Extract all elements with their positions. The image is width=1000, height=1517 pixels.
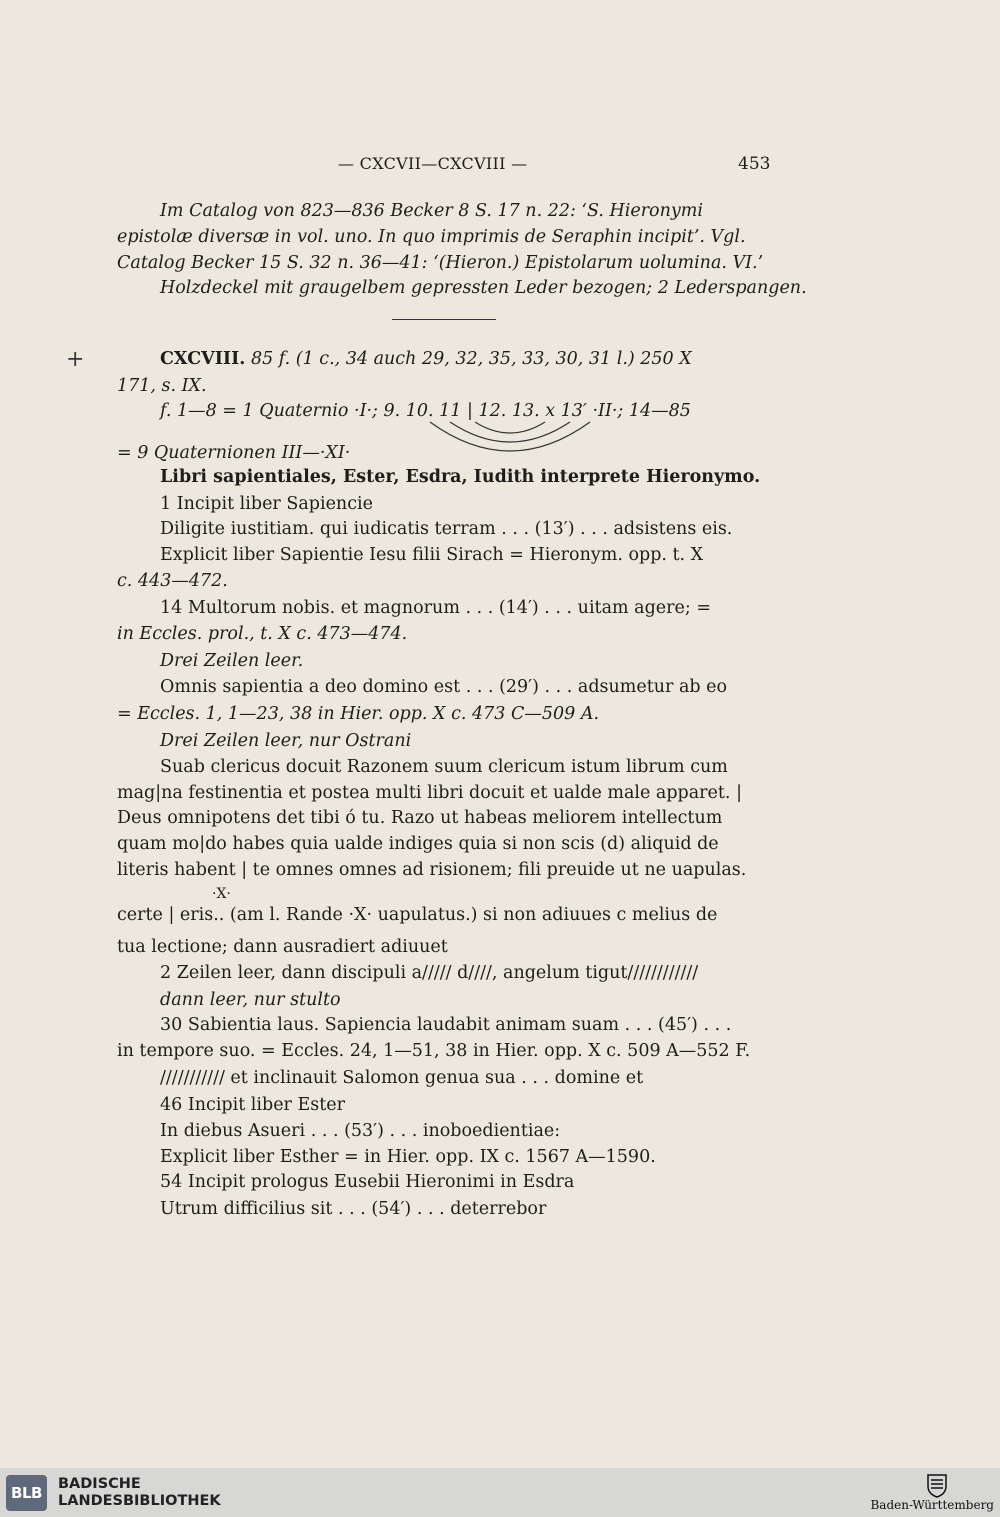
content-title: Libri sapientiales, Ester, Esdra, Iudith interprete Hieronymo. (160, 467, 761, 487)
entry-number: CXCVIII. (160, 349, 246, 369)
intro-line-2: epistolæ diversæ in vol. uno. In quo imprimis de Seraphin incipit’. Vgl. (117, 227, 746, 247)
text-line: = Eccles. 1, 1—23, 38 in Hier. opp. X c. 473 C—509 A. (117, 704, 600, 724)
text-line: tua lectione; dann ausradiert adiuuet (117, 937, 448, 957)
intro-line-1: Im Catalog von 823—836 Becker 8 S. 17 n. 22: ‘S. Hieronymi (160, 201, 703, 221)
collation-bracket-arcs (420, 418, 600, 463)
text-line: mag|na festinentia et postea multi libri docuit et ualde male apparet. | (117, 783, 742, 803)
text-line: 46 Incipit liber Ester (160, 1095, 345, 1115)
section-divider (392, 319, 496, 320)
text-line: Omnis sapientia a deo domino est . . . (29′) . . . adsumetur ab eo (160, 677, 728, 697)
page-number: 453 (738, 154, 771, 174)
text-line: 30 Sabientia laus. Sapiencia laudabit animam suam . . . (45′) . . . (160, 1015, 732, 1035)
text-line: Drei Zeilen leer. (160, 651, 304, 671)
text-line: Diligite iustitiam. qui iudicatis terram . . . (13′) . . . adsistens eis. (160, 519, 733, 539)
text-line: In diebus Asueri . . . (53′) . . . inoboedientiae: (160, 1121, 561, 1141)
entry-line-1 (160, 347, 692, 371)
intro-line-3: Catalog Becker 15 S. 32 n. 36—41: ‘(Hieron.) Epistolarum uolumina. VI.’ (117, 253, 764, 273)
text-line: Drei Zeilen leer, nur Ostrani (160, 731, 412, 751)
entry-physical-description: 85 f. (1 c., 34 auch 29, 32, 35, 33, 30, 31 l.) 250 X (250, 349, 692, 369)
text-line: quam mo|do habes quia ualde indiges quia si non scis (d) aliquid de (117, 834, 719, 854)
state-label: Baden-Württemberg (870, 1498, 994, 1512)
blb-logo[interactable]: BLB (6, 1475, 47, 1511)
text-line: dann leer, nur stulto (160, 990, 341, 1010)
text-line: c. 443—472. (117, 571, 228, 591)
text-line: /////////// et inclinauit Salomon genua sua . . . domine et (160, 1068, 644, 1088)
library-name-line-2: LANDESBIBLIOTHEK (58, 1493, 221, 1509)
text-line: Utrum difficilius sit . . . (54′) . . . deterrebor (160, 1199, 547, 1219)
text-line: 14 Multorum nobis. et magnorum . . . (14′) . . . uitam agere; = (160, 598, 712, 618)
text-line: in tempore suo. = Eccles. 24, 1—51, 38 in Hier. opp. X c. 509 A—552 F. (117, 1041, 751, 1061)
text-line: certe | eris.. (am l. Rande ·X· uapulatus.) si non adiuues c melius de (117, 905, 718, 925)
collation-line-1: f. 1—8 = 1 Quaternio ·I·; 9. 10. 11 | 12. 13. x 13′ ·II·; 14—85 (160, 401, 691, 421)
margin-plus-mark: + (66, 347, 85, 372)
intro-line-4: Holzdeckel mit graugelbem gepressten Leder bezogen; 2 Lederspangen. (160, 278, 807, 298)
library-name-line-1: BADISCHE (58, 1476, 141, 1492)
text-line: Deus omnipotens det tibi ó tu. Razo ut habeas meliorem intellectum (117, 808, 723, 828)
text-line: Explicit liber Esther = in Hier. opp. IX c. 1567 A—1590. (160, 1147, 656, 1167)
library-name[interactable] (58, 1476, 221, 1510)
baden-wuerttemberg-crest-icon (926, 1472, 948, 1498)
text-line: Explicit liber Sapientie Iesu filii Sirach = Hieronym. opp. t. X (160, 545, 704, 565)
text-line: 54 Incipit prologus Eusebii Hieronimi in Esdra (160, 1172, 575, 1192)
running-title: — CXCVII—CXCVIII — (338, 154, 528, 173)
viewer-footer (0, 1468, 1000, 1517)
entry-date: 171, s. IX. (117, 376, 207, 396)
text-line: Suab clericus docuit Razonem suum clericum istum librum cum (160, 757, 728, 777)
text-line: in Eccles. prol., t. X c. 473—474. (117, 624, 408, 644)
text-line: 2 Zeilen leer, dann discipuli a///// d////, angelum tigut//////////// (160, 963, 699, 983)
interlinear-mark: ·X· (212, 886, 231, 902)
text-line: literis habent | te omnes omnes ad risionem; fili preuide ut ne uapulas. (117, 860, 747, 880)
collation-line-2: = 9 Quaternionen III—·XI· (117, 443, 351, 463)
text-line: 1 Incipit liber Sapiencie (160, 494, 373, 514)
